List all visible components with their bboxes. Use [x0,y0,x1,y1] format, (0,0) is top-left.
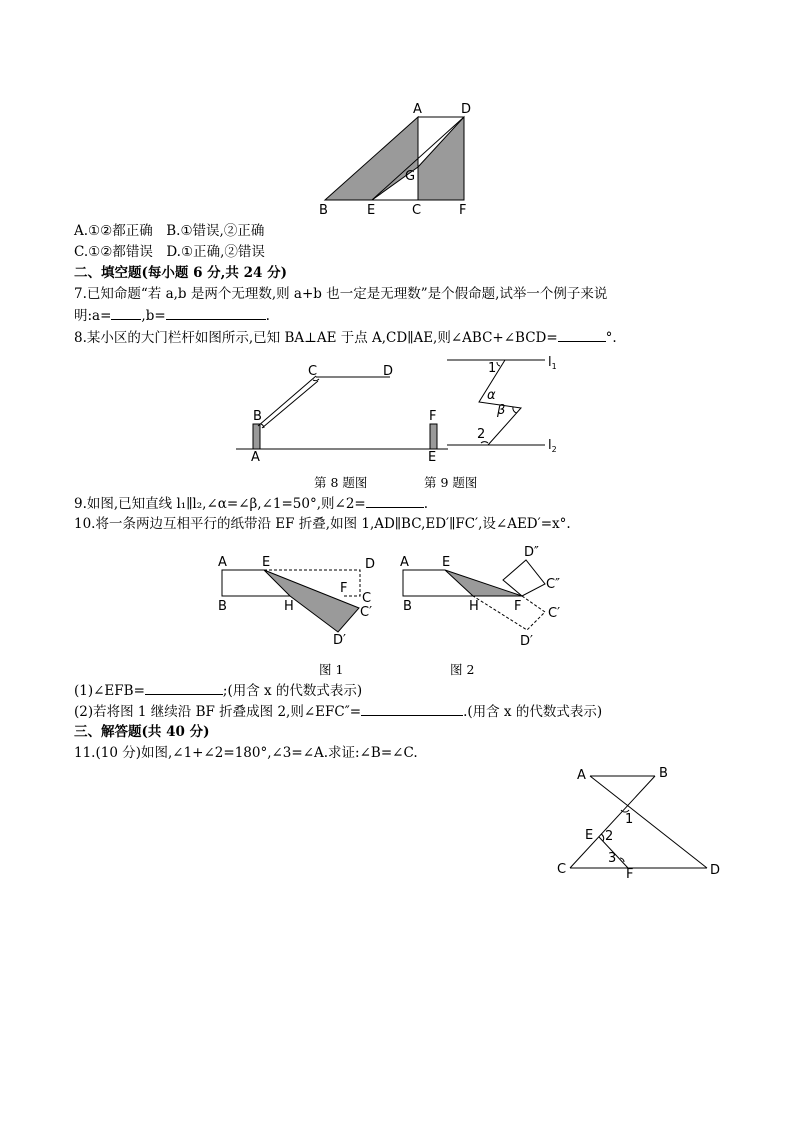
q10-part2-stem: (2)若将图 1 继续沿 BF 折叠成图 2,则∠EFC″= [74,704,362,720]
label-l2: $l_2$ [548,438,557,454]
q8-unit: °. [605,330,617,346]
label-d: D [383,364,394,379]
label-h: H [469,599,479,614]
label-f: F [514,599,522,614]
label-c: C [308,364,318,379]
label-c: C [362,591,372,606]
answer-blank-q9[interactable] [366,494,424,508]
label-1: 1 [488,361,497,376]
fig10-2-caption: 图 2 [450,662,475,677]
q7-end: . [265,308,270,324]
q7-line2 [74,306,270,325]
label-b: B [659,766,668,781]
label-d-double: D″ [524,545,539,560]
q9-stem: 9.如图,已知直线 l₁∥l₂,∠α=∠β,∠1=50°,则∠2= [74,496,366,512]
triangle-proof-figure [555,765,725,880]
label-c-prime: C′ [360,605,373,620]
folded-strip-figure-2 [398,540,573,655]
label-2: 2 [605,829,614,844]
answer-blank-q10-2[interactable] [361,702,463,716]
label-a: A [400,555,409,570]
q8-text [74,328,617,347]
section-3-heading: 三、解答题(共 40 分) [74,724,210,740]
shaded-triangle-left [325,117,418,200]
flipped-flap [503,560,545,596]
label-b: B [253,409,262,424]
label-3: 3 [608,851,617,866]
label-d: D [710,863,721,878]
q10-part2-end: .(用含 x 的代数式表示) [463,704,603,720]
label-e: E [367,203,376,218]
label-e: E [428,450,437,465]
parallel-lines-figure [445,355,565,455]
post-left [253,424,260,449]
label-beta: β [497,403,506,418]
label-c: C [412,203,422,218]
label-a: A [413,102,422,117]
label-b: B [218,599,227,614]
label-c-prime: C′ [548,606,561,621]
parallelogram-figure [318,98,478,218]
label-e: E [262,555,271,570]
fig8-caption: 第 8 题图 [314,475,368,490]
label-d: D [365,557,376,572]
q8-stem: 8.某小区的大门栏杆如图所示,已知 BA⊥AE 于点 A,CD∥AE,则∠ABC+∠BCD= [74,330,558,346]
q7-label-a: 明:a= [74,308,112,324]
label-c: C [557,862,567,877]
post-right [430,424,437,449]
label-alpha: α [487,388,496,403]
q6-options-row1: A.①②都正确 B.①错误,②正确 [74,223,265,239]
q7-line1: 7.已知命题“若 a,b 是两个无理数,则 a+b 也一定是无理数”是个假命题,试举一个例子来说 [74,286,608,302]
label-c-double: C″ [546,577,560,592]
label-d-prime: D′ [520,634,533,649]
label-d: D [461,102,472,117]
label-e: E [442,555,451,570]
q10-part1-stem: (1)∠EFB= [74,683,145,699]
label-d-prime: D′ [333,633,346,648]
answer-blank-q8[interactable] [558,328,606,342]
q10-part1-end: ;(用含 x 的代数式表示) [222,683,363,699]
answer-blank-a[interactable] [111,306,141,320]
label-1: 1 [625,812,634,827]
label-a: A [251,450,260,465]
answer-blank-q10-1[interactable] [145,681,223,695]
label-a: A [577,768,586,783]
fig9-caption: 第 9 题图 [424,475,478,490]
label-g: G [405,169,416,184]
label-f: F [626,867,634,882]
q10-text: 10.将一条两边互相平行的纸带沿 EF 折叠,如图 1,AD∥BC,ED′∥FC′,设∠AED′=x°. [74,516,571,532]
q10-part1 [74,681,362,700]
gate-barrier-figure [235,360,450,465]
label-f: F [340,581,348,596]
label-b: B [403,599,412,614]
label-e: E [585,828,594,843]
q7-label-b: ,b= [141,308,166,324]
label-2: 2 [477,427,486,442]
q9-end: . [423,496,429,512]
label-b: B [319,203,328,218]
label-a: A [218,555,227,570]
shaded-triangle-right [418,117,464,200]
section-2-heading: 二、填空题(每小题 6 分,共 24 分) [74,265,287,281]
q11-text: 11.(10 分)如图,∠1+∠2=180°,∠3=∠A.求证:∠B=∠C. [74,745,418,761]
q10-part2 [74,702,602,721]
label-f: F [429,409,437,424]
q6-options-row2: C.①②都错误 D.①正确,②错误 [74,244,265,260]
label-f: F [459,203,467,218]
fig10-1-caption: 图 1 [319,662,344,677]
label-l1: $l_1$ [548,355,557,371]
answer-blank-b[interactable] [166,306,266,320]
folded-strip-figure-1 [215,548,385,653]
q9-text [74,494,428,513]
folded-part [264,570,359,632]
label-h: H [284,599,294,614]
